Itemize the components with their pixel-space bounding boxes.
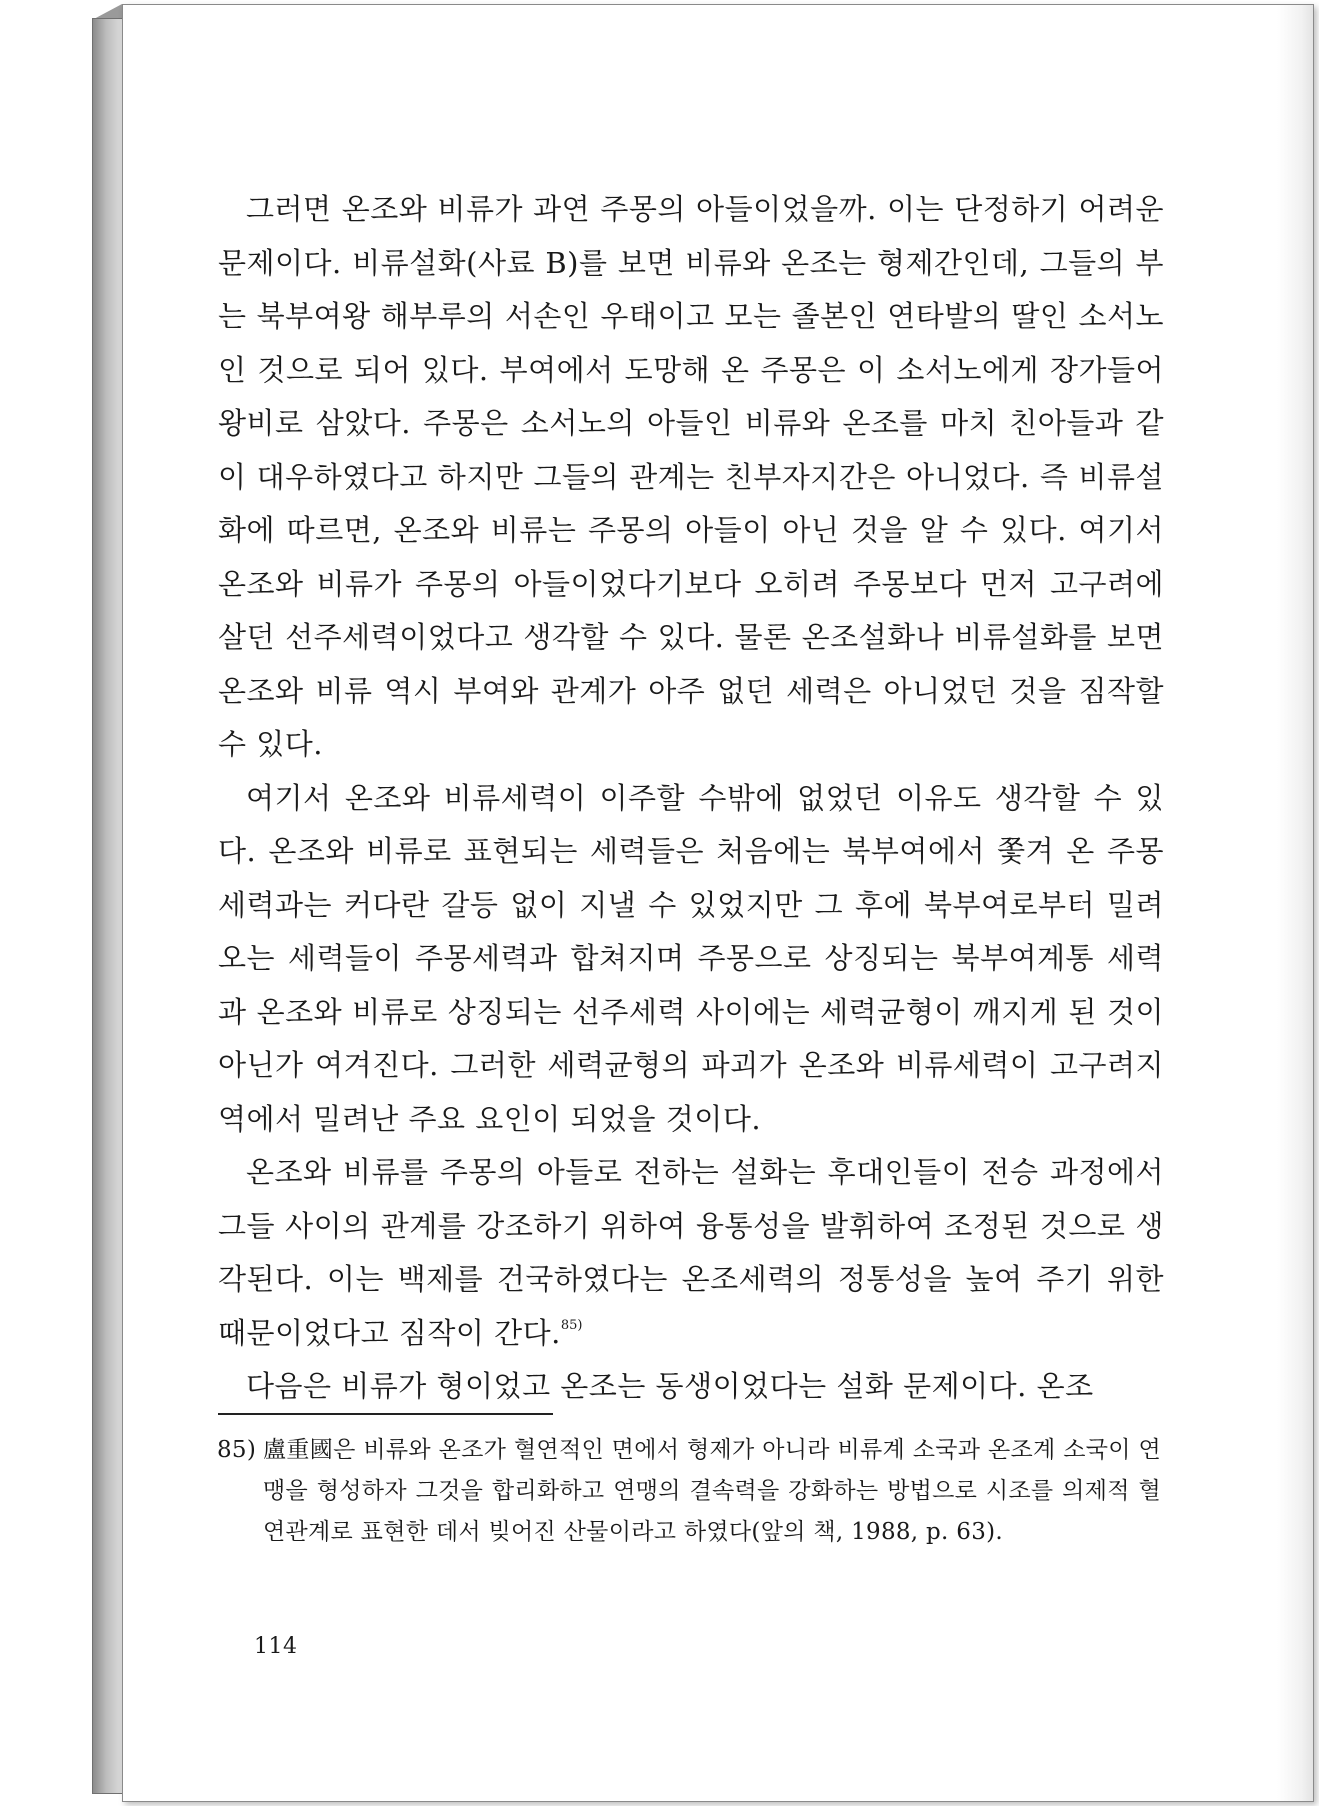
footnote-text: 盧重國은 비류와 온조가 혈연적인 면에서 형제가 아니라 비류계 소국과 온조계 소국이 연맹을 형성하자 그것을 합리화하고 연맹의 결속력을 강화하는 방법으로 시조를 의제적 혈연관계로 표현한 데서 빚어진 산물이라고 하였다(앞의 책, 1988, p. 63). — [263, 1437, 1161, 1545]
paragraph — [218, 772, 1164, 1147]
footnote — [217, 1430, 1161, 1553]
paragraph — [218, 1146, 1164, 1360]
book-spine — [92, 18, 124, 1794]
footnote-divider — [218, 1413, 553, 1415]
footnote-reference[interactable]: 85) — [560, 1317, 583, 1333]
paragraph-text: 그러면 온조와 비류가 과연 주몽의 아들이었을까. 이는 단정하기 어려운 문제이다. 비류설화(사료 B)를 보면 비류와 온조는 형제간인데, 그들의 부는 북부여왕 해부루의 서손인 우태이고 모는 졸본인 연타발의 딸인 소서노인 것으로 되어 있다. 부여에서 도망해 온 주몽은 이 소서노에게 장가들어 왕비로 삼았다. 주몽은 소서노의 아들인 비류와 온조를 마치 친아들과 같이 대우하였다고 하지만 그들의 관계는 친부자지간은 아니었다. 즉 비류설화에 따르면, 온조와 비류는 주몽의 아들이 아닌 것을 알 수 있다. 여기서 온조와 비류가 주몽의 아들이었다기보다 오히려 주몽보다 먼저 고구려에 살던 선주세력이었다고 생각할 수 있다. 물론 온조설화나 비류설화를 보면 온조와 비류 역시 부여와 관계가 아주 없던 세력은 아니었던 것을 짐작할 수 있다. — [218, 192, 1164, 761]
footnote-number: 85) — [217, 1437, 257, 1463]
page-edge-shading — [1277, 5, 1313, 1801]
paragraph-text: 다음은 비류가 형이었고 온조는 동생이었다는 설화 문제이다. 온조 — [246, 1369, 1094, 1403]
paragraph-text: 여기서 온조와 비류세력이 이주할 수밖에 없었던 이유도 생각할 수 있다. 온조와 비류로 표현되는 세력들은 처음에는 북부여에서 쫓겨 온 주몽세력과는 커다란 갈등 없이 지낼 수 있었지만 그 후에 북부여로부터 밀려오는 세력들이 주몽세력과 합쳐지며 주몽으로 상징되는 북부여계통 세력과 온조와 비류로 상징되는 선주세력 사이에는 세력균형이 깨지게 된 것이 아닌가 여겨진다. 그러한 세력균형의 파괴가 온조와 비류세력이 고구려지역에서 밀려난 주요 요인이 되었을 것이다. — [218, 780, 1164, 1136]
paragraph — [218, 183, 1164, 772]
page-number: 114 — [254, 1634, 298, 1659]
paragraph — [218, 1360, 1164, 1414]
body-text — [218, 183, 1164, 1414]
paragraph-text: 온조와 비류를 주몽의 아들로 전하는 설화는 후대인들이 전승 과정에서 그들 사이의 관계를 강조하기 위하여 융통성을 발휘하여 조정된 것으로 생각된다. 이는 백제를 건국하였다는 온조세력의 정통성을 높여 주기 위한 때문이었다고 짐작이 간다. — [218, 1155, 1164, 1350]
